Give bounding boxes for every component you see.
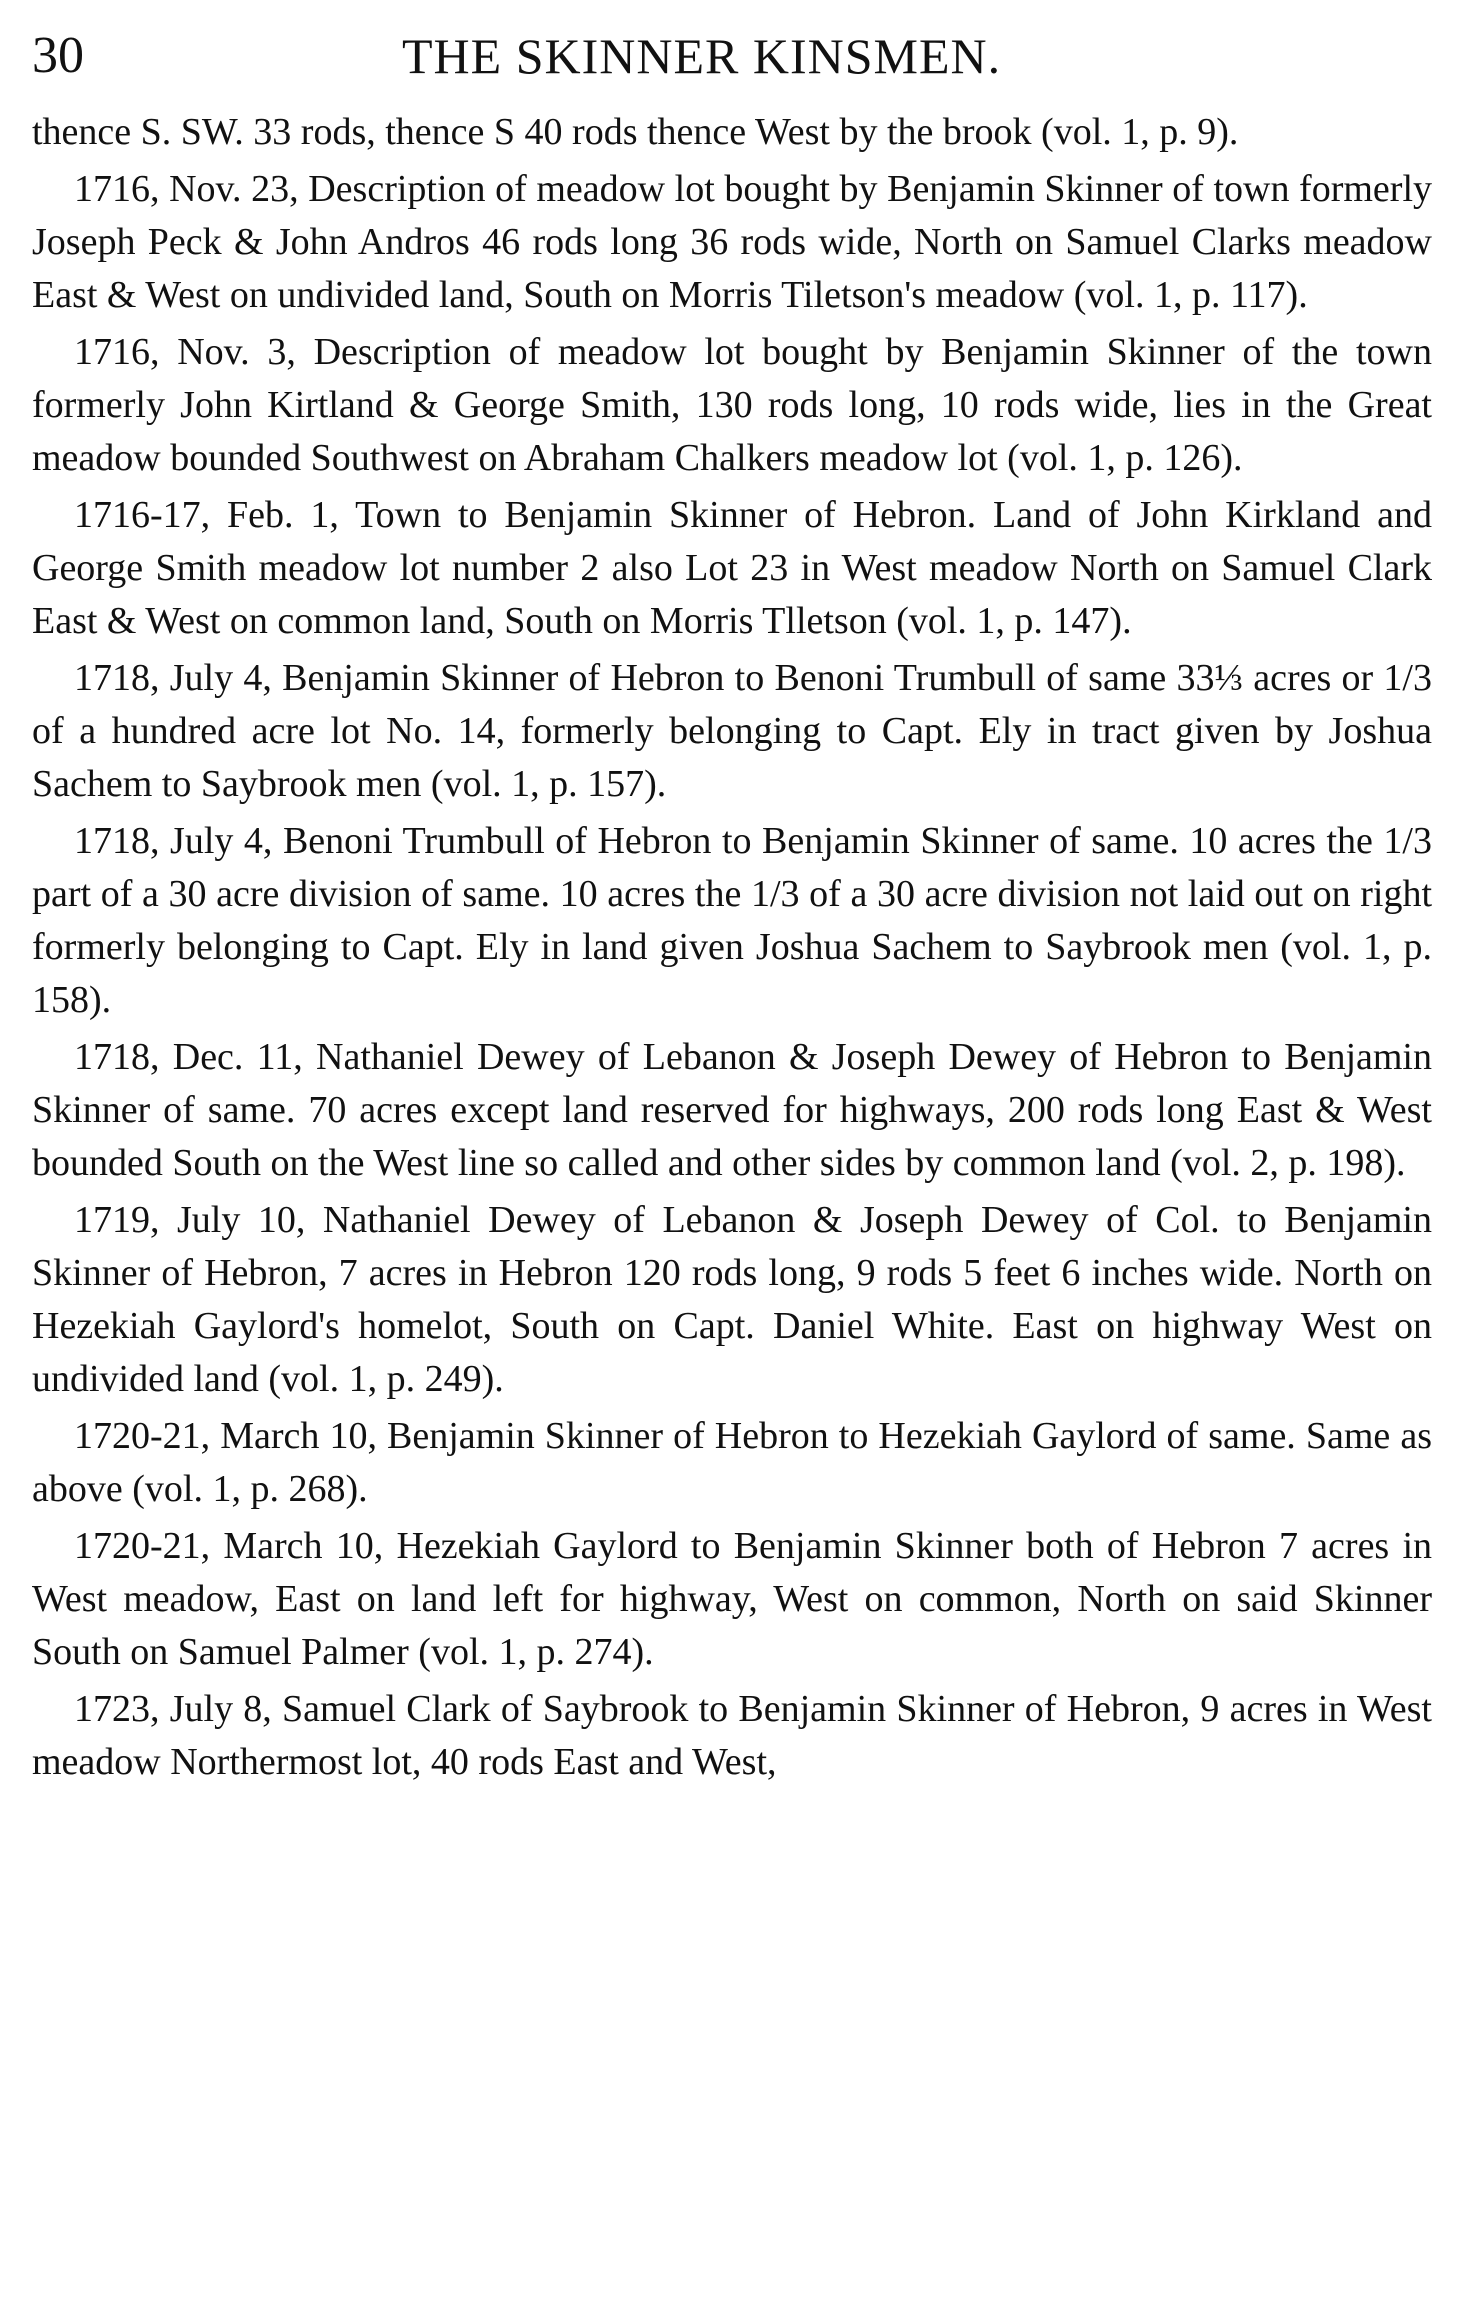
deed-entry: 1716, Nov. 23, Description of meadow lot bought by Benjamin Skinner of town formerly Joseph Peck & John Andros 46 rods long 36 rods wide, North on Samuel Clarks meadow East & West on undivided land, South on Morris Tiletson's meadow (vol. 1, p. 117). [32,168,1432,316]
deed-entry: 1718, Dec. 11, Nathaniel Dewey of Lebanon & Joseph Dewey of Hebron to Benjamin Skinner of same. 70 acres except land reserved for highways, 200 rods long East & West bounded South on the West line so called and other sides by common land (vol. 2, p. 198). [32,1036,1432,1184]
deed-entry: 1720-21, March 10, Benjamin Skinner of Hebron to Hezekiah Gaylord of same. Same as above (vol. 1, p. 268). [32,1415,1432,1510]
paragraph-continuation: thence S. SW. 33 rods, thence S 40 rods thence West by the brook (vol. 1, p. 9). [32,111,1239,153]
deed-entry: 1719, July 10, Nathaniel Dewey of Lebanon & Joseph Dewey of Col. to Benjamin Skinner of Hebron, 7 acres in Hebron 120 rods long, 9 rods 5 feet 6 inches wide. North on Hezekiah Gaylord's homelot, South on Capt. Daniel White. East on highway West on undivided land (vol. 1, p. 249). [32,1199,1432,1400]
deed-entry: 1718, July 4, Benoni Trumbull of Hebron to Benjamin Skinner of same. 10 acres the 1/3 part of a 30 acre division of same. 10 acres the 1/3 of a 30 acre division not laid out on right formerly belonging to Capt. Ely in land given Joshua Sachem to Saybrook men (vol. 1, p. 158). [32,820,1432,1021]
book-page [32,20,1432,1793]
body-text [32,106,1432,1789]
deed-entry: 1723, July 8, Samuel Clark of Saybrook to Benjamin Skinner of Hebron, 9 acres in West meadow Northermost lot, 40 rods East and West, [32,1688,1432,1783]
page-number: 30 [32,27,84,84]
deed-entry: 1720-21, March 10, Hezekiah Gaylord to Benjamin Skinner both of Hebron 7 acres in West meadow, East on land left for highway, West on common, North on said Skinner South on Samuel Palmer (vol. 1, p. 274). [32,1525,1432,1673]
deed-entry: 1718, July 4, Benjamin Skinner of Hebron to Benoni Trumbull of same 33⅓ acres or 1/3 of a hundred acre lot No. 14, formerly belonging to Capt. Ely in tract given by Joshua Sachem to Saybrook men (vol. 1, p. 157). [32,657,1432,805]
running-title: THE SKINNER KINSMEN. [402,28,1002,84]
deed-entry: 1716, Nov. 3, Description of meadow lot bought by Benjamin Skinner of the town formerly John Kirtland & George Smith, 130 rods long, 10 rods wide, lies in the Great meadow bounded Southwest on Abraham Chalkers meadow lot (vol. 1, p. 126). [32,331,1432,479]
deed-entry: 1716-17, Feb. 1, Town to Benjamin Skinner of Hebron. Land of John Kirkland and George Smith meadow lot number 2 also Lot 23 in West meadow North on Samuel Clark East & West on common land, South on Morris Tlletson (vol. 1, p. 147). [32,494,1432,642]
page-header [32,20,1432,90]
